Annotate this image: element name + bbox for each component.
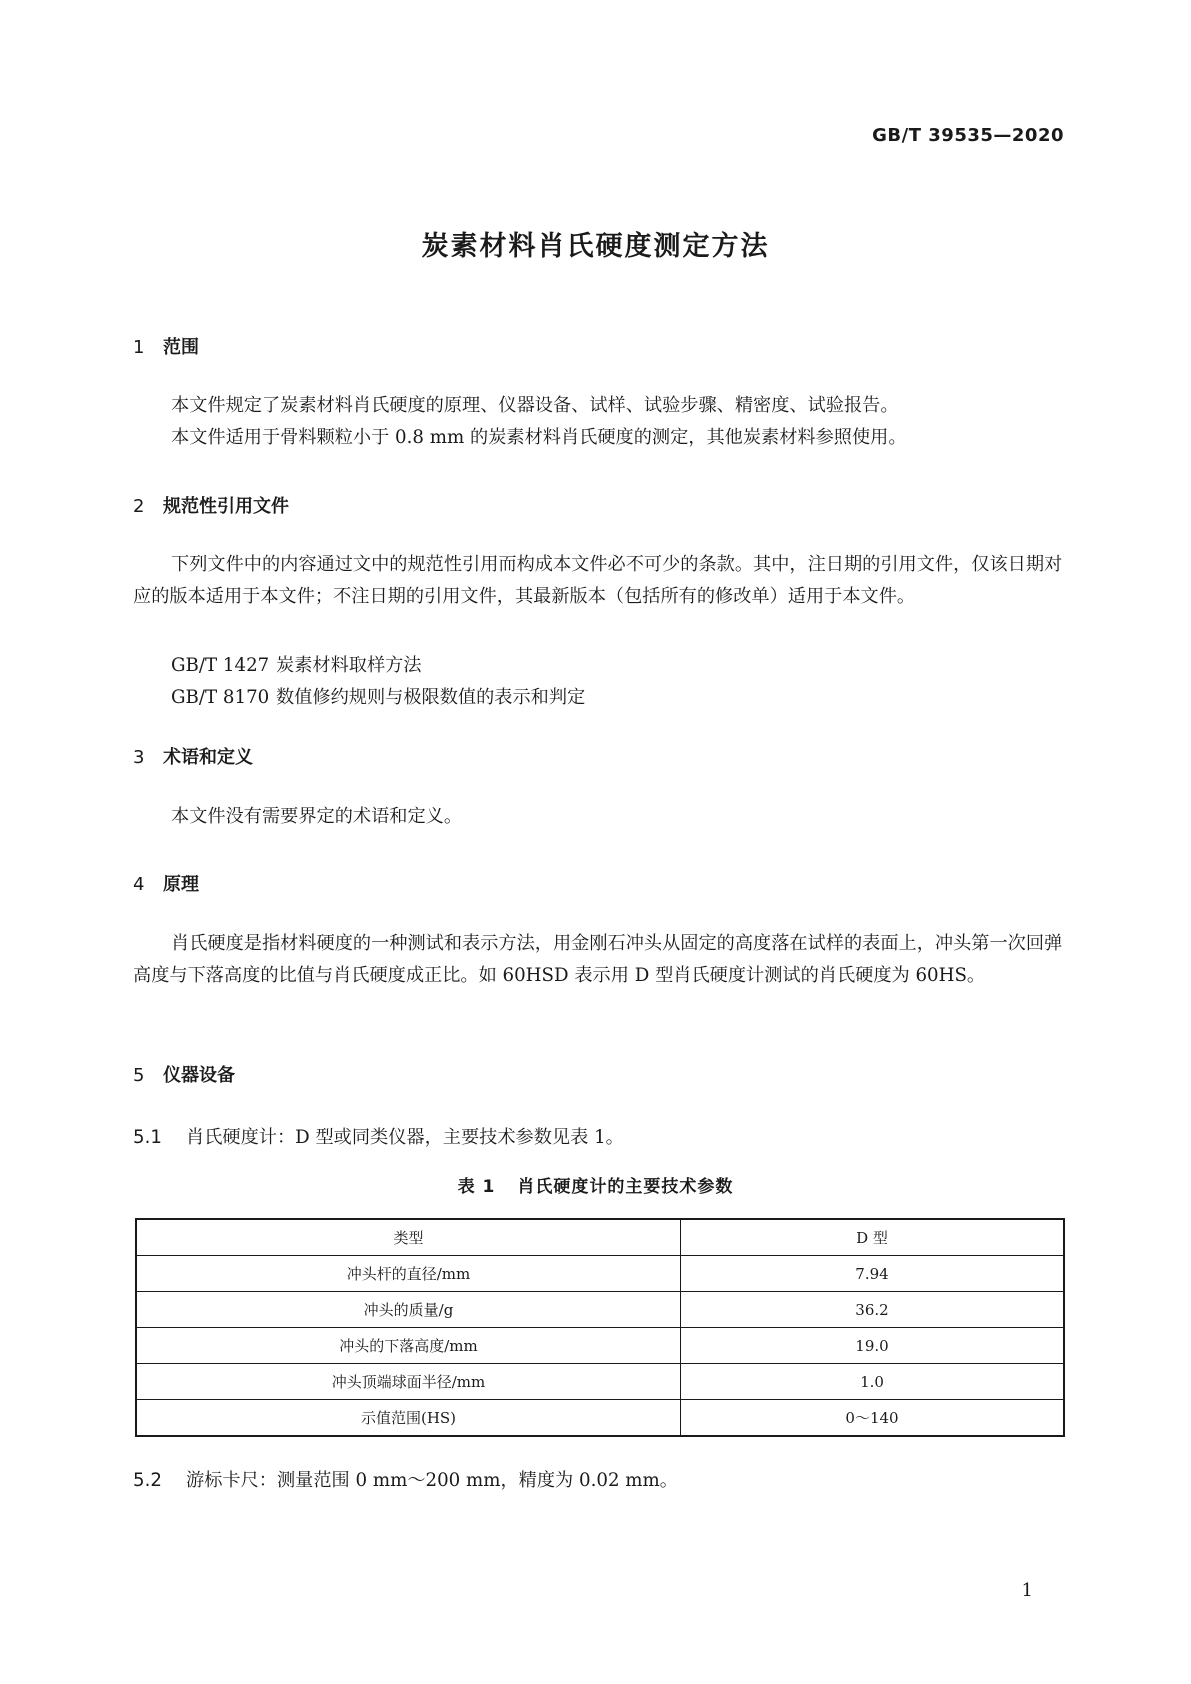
table-row [136,1256,1064,1292]
section-4-heading [133,870,199,896]
table-cell: 冲头杆的直径/mm [136,1256,681,1292]
table-cell: 0～140 [681,1400,1065,1437]
table-1-caption [0,1172,1191,1197]
clause-text: 肖氏硬度计：D 型或同类仪器，主要技术参数见表 1。 [186,1127,624,1148]
parameters-table [135,1218,1065,1437]
standard-code: GB/T 39535—2020 [872,125,1064,146]
reference-item [171,683,585,709]
table-cell: 36.2 [681,1292,1065,1328]
table-cell: 1.0 [681,1364,1065,1400]
section-number: 4 [133,874,145,895]
section-4-paragraph-1: 肖氏硬度是指材料硬度的一种测试和表示方法，用金刚石冲头从固定的高度落在试样的表面上，冲头第一次回弹高度与下落高度的比值与肖氏硬度成正比。如 60HSD 表示用 D 型肖氏硬度计测试的肖氏硬度为 60HS。 [133,933,1063,986]
reference-code: GB/T 1427 [171,655,270,676]
section-number: 1 [133,337,145,358]
clause-5-2 [133,1466,678,1492]
section-title: 范围 [163,337,199,358]
clause-text: 游标卡尺：测量范围 0 mm～200 mm，精度为 0.02 mm。 [186,1470,678,1491]
reference-title: 炭素材料取样方法 [276,655,422,676]
section-number: 5 [133,1065,145,1086]
reference-item [171,651,422,677]
clause-number: 5.1 [133,1127,162,1148]
clause-number: 5.2 [133,1470,162,1491]
section-2-paragraph-1: 下列文件中的内容通过文中的规范性引用而构成本文件必不可少的条款。其中，注日期的引用文件，仅该日期对应的版本适用于本文件；不注日期的引用文件，其最新版本（包括所有的修改单）适用于本文件。 [133,554,1063,607]
table-cell: 19.0 [681,1328,1065,1364]
table-row [136,1292,1064,1328]
table-header-cell: D 型 [681,1219,1065,1256]
table-cell: 冲头顶端球面半径/mm [136,1364,681,1400]
table-row [136,1400,1064,1437]
table-row [136,1328,1064,1364]
section-title: 原理 [163,874,199,895]
table-cell: 冲头的质量/g [136,1292,681,1328]
clause-5-1 [133,1123,624,1149]
section-5-heading [133,1061,235,1087]
section-1-paragraph-1: 本文件规定了炭素材料肖氏硬度的原理、仪器设备、试样、试验步骤、精密度、试验报告。 [171,395,899,416]
section-number: 3 [133,747,145,768]
page-number: 1 [1021,1580,1033,1601]
table-cell: 冲头的下落高度/mm [136,1328,681,1364]
section-1-paragraph-2: 本文件适用于骨料颗粒小于 0.8 mm 的炭素材料肖氏硬度的测定，其他炭素材料参照使用。 [171,427,907,448]
reference-code: GB/T 8170 [171,687,270,708]
table-label: 表 1 [457,1177,496,1197]
section-number: 2 [133,496,145,517]
section-title: 规范性引用文件 [163,496,289,517]
section-1-heading [133,333,199,359]
reference-title: 数值修约规则与极限数值的表示和判定 [276,687,586,708]
table-cell: 7.94 [681,1256,1065,1292]
table-header-row [136,1219,1064,1256]
table-row [136,1364,1064,1400]
table-cell: 示值范围(HS) [136,1400,681,1437]
table-caption-text: 肖氏硬度计的主要技术参数 [517,1177,734,1197]
section-3-paragraph-1: 本文件没有需要界定的术语和定义。 [171,806,463,827]
section-title: 术语和定义 [163,747,253,768]
section-title: 仪器设备 [163,1065,235,1086]
section-2-heading [133,492,289,518]
document-title: 炭素材料肖氏硬度测定方法 [421,231,770,262]
table-header-cell: 类型 [136,1219,681,1256]
section-3-heading [133,743,253,769]
